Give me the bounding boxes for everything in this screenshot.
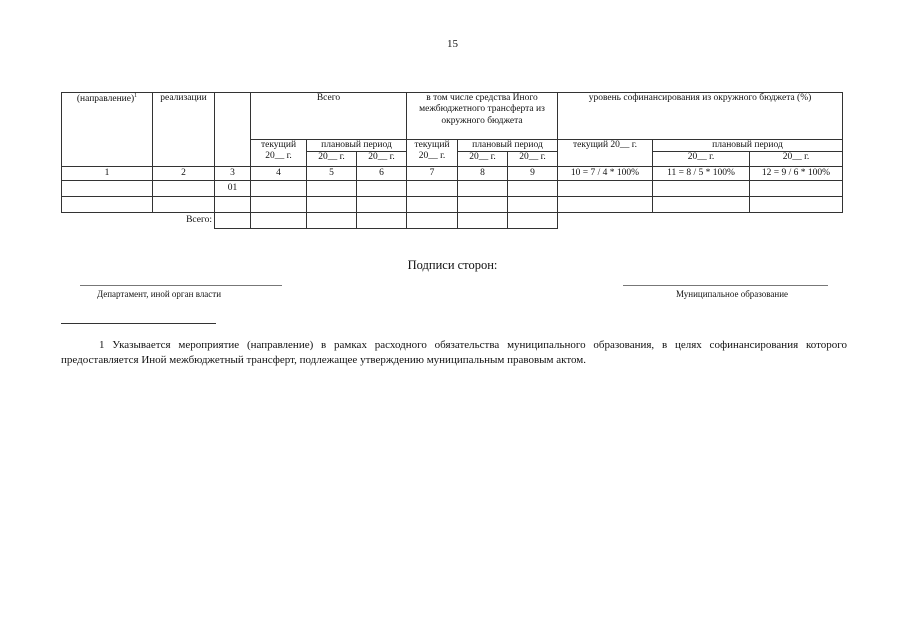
header-year: 20__ г. (307, 152, 357, 167)
signature-line-left (80, 285, 282, 286)
table-cell (153, 181, 215, 197)
total-cell (215, 213, 251, 229)
column-number: 7 (407, 167, 458, 181)
column-number: 4 (251, 167, 307, 181)
header-realization: реализации (153, 93, 215, 167)
column-number: 5 (307, 167, 357, 181)
table-cell (508, 181, 558, 197)
column-number: 1 (62, 167, 153, 181)
header-year: 20__ г. (458, 152, 508, 167)
table-cell (407, 181, 458, 197)
total-cell (307, 213, 357, 229)
table-cell (357, 197, 407, 213)
header-direction: (направление)$^1$ (62, 93, 153, 167)
table-cell (357, 181, 407, 197)
table-cell (750, 197, 843, 213)
funding-table (61, 92, 843, 229)
header-transfer-planned: плановый период (458, 140, 558, 152)
table-cell (251, 181, 307, 197)
table-cell (62, 181, 153, 197)
table-cell (458, 181, 508, 197)
table-row (62, 197, 843, 213)
table-cell (153, 197, 215, 213)
footnote-text-line1: 1 Указывается мероприятие (направление) в рамках расходного обязательства муниципального образования, в целях софинансирования (99, 339, 799, 351)
total-row (62, 213, 843, 229)
header-year: 20__ г. (508, 152, 558, 167)
footnote (61, 338, 847, 367)
total-cell (458, 213, 508, 229)
table-cell (458, 197, 508, 213)
header-total-planned: плановый период (307, 140, 407, 152)
header-cofin-planned: плановый период (653, 140, 843, 152)
column-numbers-row (62, 167, 843, 181)
table-cell (307, 181, 357, 197)
table-cell (307, 197, 357, 213)
header-year: 20__ г. (653, 152, 750, 167)
row-code: 01 (215, 181, 251, 197)
header-year: 20__ г. (357, 152, 407, 167)
column-number: 8 (458, 167, 508, 181)
table-cell (407, 197, 458, 213)
total-cell (251, 213, 307, 229)
signature-label-municipality: Муниципальное образование (676, 289, 789, 299)
footnote-text-line2: которого предоставляется Иной межбюджетный трансферт, подлежащее утверждению муниципальным правовым актом. (61, 339, 847, 366)
page-number: 15 (447, 38, 458, 50)
column-number: 12 = 9 / 6 * 100% (750, 167, 843, 181)
total-cell (508, 213, 558, 229)
table-cell (558, 197, 653, 213)
header-cofinancing-level: уровень софинансирования из окружного бюджета (%) (558, 93, 843, 140)
total-cell (357, 213, 407, 229)
total-cell (407, 213, 458, 229)
table-cell (653, 181, 750, 197)
table-cell (558, 181, 653, 197)
column-number: 11 = 8 / 5 * 100% (653, 167, 750, 181)
table-cell (62, 197, 153, 213)
header-cofin-current: текущий 20__ г. (558, 140, 653, 167)
table-cell (215, 197, 251, 213)
header-code (215, 93, 251, 167)
signature-line-right (623, 285, 828, 286)
signatures-title: Подписи сторон: (407, 258, 498, 272)
table-row (62, 181, 843, 197)
header-total-current: текущий 20__ г. (251, 140, 307, 167)
footnote-divider (61, 323, 216, 324)
footnote-mark: 1 (134, 93, 138, 99)
table-cell (653, 197, 750, 213)
header-total: Всего (251, 93, 407, 140)
column-number: 10 = 7 / 4 * 100% (558, 167, 653, 181)
column-number: 3 (215, 167, 251, 181)
column-number: 2 (153, 167, 215, 181)
table-cell (251, 197, 307, 213)
header-including-transfer: в том числе средства Иного межбюджетного трансферта из окружного бюджета (407, 93, 558, 140)
header-transfer-current: текущий 20__ г. (407, 140, 458, 167)
signature-label-department: Департамент, иной орган власти (97, 289, 222, 299)
column-number: 6 (357, 167, 407, 181)
total-label: Всего: (186, 215, 212, 226)
table-cell (508, 197, 558, 213)
header-year: 20__ г. (750, 152, 843, 167)
table-cell (750, 181, 843, 197)
column-number: 9 (508, 167, 558, 181)
